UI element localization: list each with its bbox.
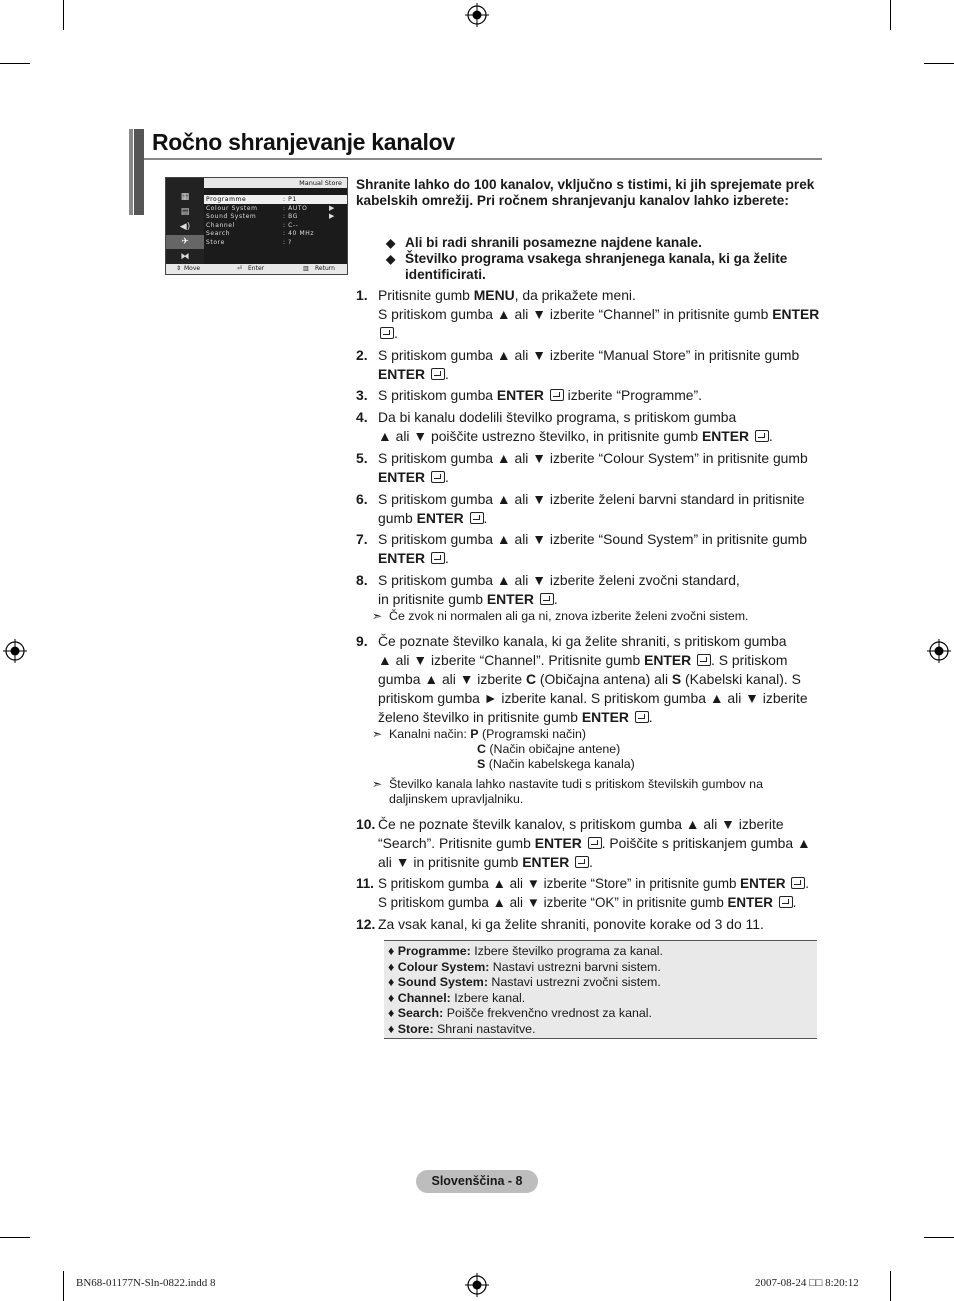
crop-mark bbox=[890, 0, 891, 30]
bullet-text: Številko programa vsakega shranjenega kanala, ki ga želite identificirati. bbox=[405, 251, 788, 282]
step-text: S pritiskom gumba ▲ ali ▼ izberite želeni barvni standard in pritisnite gumb ENTER . bbox=[378, 491, 805, 526]
enter-icon bbox=[550, 389, 564, 401]
osd-menu-screenshot bbox=[165, 177, 348, 275]
crop-mark bbox=[63, 0, 64, 30]
enter-icon bbox=[575, 856, 589, 868]
bullet-text: Ali bi radi shranili posamezne najdene kanale. bbox=[405, 235, 702, 250]
footer-file: BN68-01177N-Sln-0822.indd 8 bbox=[76, 1277, 216, 1289]
summary-item: ♦ Store: Shrani nastavitve. bbox=[388, 1021, 536, 1036]
page-title: Ročno shranjevanje kanalov bbox=[152, 129, 455, 155]
osd-row-arrow: ▶ bbox=[329, 203, 335, 212]
enter-icon bbox=[431, 368, 445, 380]
enter-icon bbox=[380, 327, 394, 339]
title-accent-bar bbox=[134, 129, 144, 215]
registration-mark-icon bbox=[927, 639, 951, 663]
enter-icon: ⏎ bbox=[237, 265, 243, 272]
step-number: 8. bbox=[356, 572, 368, 588]
summary-item: ♦ Programme: Izbere številko programa za kanal. bbox=[388, 944, 663, 958]
step-text: Če poznate številko kanala, ki ga želite shraniti, s pritiskom gumba ▲ ali ▼ izberite “Channel”. Pritisnite gumb ENTER . S pritiskom gumba ▲ ali ▼ izberite C (Običajna antena) ali S (Kabelski kanal). S pritiskom gumba ► izberite kanal. S pritiskom gumba ▲ ali ▼ izberite želeno številko in pritisnite gumb ENTER . bbox=[378, 633, 808, 725]
step-number: 1. bbox=[356, 287, 368, 303]
osd-row-key: Store bbox=[206, 238, 225, 246]
return-icon: ▥ bbox=[303, 265, 309, 272]
step-text: S pritiskom gumba ▲ ali ▼ izberite “Store” in pritisnite gumb ENTER . S pritiskom gumba ▲ ali ▼ izberite “OK” in pritisnite gumb ENTER . bbox=[378, 876, 810, 910]
step-text: S pritiskom gumba ▲ ali ▼ izberite želeni zvočni standard, in pritisnite gumb ENTER . bbox=[378, 572, 740, 607]
enter-icon bbox=[470, 512, 484, 524]
step-number: 2. bbox=[356, 347, 368, 363]
summary-desc: Shrani nastavitve. bbox=[437, 1021, 536, 1036]
step-text: Da bi kanalu dodelili številko programa, s pritiskom gumba ▲ ali ▼ poiščite ustrezno številko, in pritisnite gumb ENTER . bbox=[378, 409, 773, 444]
registration-mark-icon bbox=[465, 3, 489, 27]
note-arrow-icon: ➣ bbox=[372, 609, 383, 623]
osd-footer bbox=[166, 264, 347, 274]
osd-sidebar bbox=[166, 178, 204, 264]
osd-row-key: Colour System bbox=[206, 204, 258, 212]
osd-footer-return: Return bbox=[315, 265, 335, 272]
title-bar bbox=[129, 129, 822, 161]
step-number: 5. bbox=[356, 450, 368, 466]
osd-row-value: : P1 bbox=[283, 196, 297, 203]
osd-row-key: Sound System bbox=[206, 213, 257, 220]
step-text: S pritiskom gumba ENTER izberite “Programme”. bbox=[378, 387, 702, 403]
osd-header: Manual Store bbox=[204, 178, 347, 188]
picture-icon: ▦ bbox=[180, 192, 190, 202]
osd-row-key: Search bbox=[206, 230, 231, 237]
summary-desc: Poišče frekvenčno vrednost za kanal. bbox=[446, 1006, 652, 1021]
osd-row-value: : BG bbox=[283, 213, 298, 220]
enter-icon bbox=[697, 654, 711, 666]
summary-item: ♦ Sound System: Nastavi ustrezni zvočni sistem. bbox=[388, 975, 661, 990]
osd-footer-move: Move bbox=[184, 265, 201, 272]
summary-desc: Nastavi ustrezni zvočni sistem. bbox=[491, 975, 661, 990]
step-number: 7. bbox=[356, 531, 368, 547]
step-number: 9. bbox=[356, 633, 368, 649]
enter-icon bbox=[791, 877, 805, 889]
note-text: Številko kanala lahko nastavite tudi s pritiskom številskih gumbov na daljinskem upravljalniku. bbox=[389, 777, 763, 806]
step-number: 12. bbox=[356, 916, 376, 932]
summary-term: Channel: bbox=[397, 990, 451, 1005]
bullet-list bbox=[386, 235, 822, 283]
crop-mark bbox=[0, 1237, 30, 1238]
step-number: 6. bbox=[356, 491, 368, 507]
diamond-icon: ◆ bbox=[386, 252, 396, 266]
osd-row-value: : 40 MHz bbox=[283, 230, 315, 237]
crop-mark bbox=[0, 63, 30, 64]
note-text: Če zvok ni normalen ali ga ni, znova izberite želeni zvočni sistem. bbox=[389, 609, 749, 623]
osd-row-value: : AUTO bbox=[283, 204, 308, 212]
title-accent-bar bbox=[129, 129, 133, 215]
step-text: S pritiskom gumba ▲ ali ▼ izberite “Manual Store” in pritisnite gumb ENTER . bbox=[378, 347, 800, 382]
move-icon: ⇕ bbox=[176, 265, 182, 272]
step-text: S pritiskom gumba ▲ ali ▼ izberite “Sound System” in pritisnite gumb ENTER . bbox=[378, 531, 807, 566]
page-number-badge: Slovenščina - 8 bbox=[416, 1170, 538, 1193]
summary-item: ♦ Channel: Izbere kanal. bbox=[388, 990, 526, 1005]
enter-icon bbox=[635, 711, 649, 723]
registration-mark-icon bbox=[3, 639, 27, 663]
summary-term: Store: bbox=[397, 1021, 434, 1036]
step-number: 11. bbox=[356, 876, 374, 891]
summary-desc: Izbere kanal. bbox=[454, 990, 526, 1005]
enter-icon bbox=[755, 430, 769, 442]
step-number: 4. bbox=[356, 409, 368, 425]
step-text: S pritiskom gumba ▲ ali ▼ izberite “Colour System” in pritisnite gumb ENTER . bbox=[378, 450, 808, 485]
crop-mark bbox=[924, 63, 954, 64]
crop-mark bbox=[924, 1237, 954, 1238]
osd-row-key: Programme bbox=[206, 196, 247, 203]
note-text: Kanalni način: P (Programski način) C (Način običajne antene) S (Način kabelskega kanala) bbox=[389, 727, 635, 771]
summary-term: Programme: bbox=[397, 944, 471, 958]
title-underline bbox=[144, 158, 822, 160]
intro-text: Shranite lahko do 100 kanalov, vključno s tistimi, ki jih sprejemate prek kabelskih omrežij. Pri ročnem shranjevanju kanalov lahko izberete: bbox=[356, 177, 815, 208]
osd-row-value: : ? bbox=[283, 238, 292, 246]
enter-icon bbox=[779, 896, 793, 908]
osd-row-key: Channel bbox=[206, 221, 235, 229]
crop-mark bbox=[890, 1271, 891, 1301]
footer-date: 2007-08-24 □□ 8:20:12 bbox=[755, 1277, 859, 1289]
summary-desc: Izbere številko programa za kanal. bbox=[474, 944, 663, 958]
diamond-icon: ◆ bbox=[386, 236, 396, 250]
sound-icon: ◀) bbox=[179, 222, 191, 232]
summary-box bbox=[384, 940, 817, 1039]
input-icon: ⧓ bbox=[180, 252, 190, 262]
note-arrow-icon: ➣ bbox=[372, 727, 383, 741]
crop-mark bbox=[63, 1271, 64, 1301]
step-text: Če ne poznate številk kanalov, s pritiskom gumba ▲ ali ▼ izberite “Search”. Pritisnite gumb ENTER . Poiščite s pritiskanjem gumba ▲ ali ▼ in pritisnite gumb ENTER . bbox=[378, 816, 811, 870]
bullet-item bbox=[386, 235, 822, 251]
channel-icon: ✈ bbox=[166, 235, 204, 249]
step-number: 3. bbox=[356, 387, 368, 403]
summary-desc: Nastavi ustrezni barvni sistem. bbox=[492, 959, 661, 974]
osd-row-store bbox=[204, 238, 347, 247]
setup-icon: ▤ bbox=[180, 207, 190, 217]
summary-term: Search: bbox=[397, 1006, 444, 1021]
summary-term: Sound System: bbox=[397, 975, 488, 990]
enter-icon bbox=[431, 471, 445, 483]
enter-icon bbox=[588, 837, 602, 849]
enter-icon bbox=[431, 552, 445, 564]
registration-mark-icon bbox=[465, 1273, 489, 1297]
enter-icon bbox=[540, 593, 554, 605]
osd-footer-enter: Enter bbox=[248, 265, 265, 272]
step-text: Pritisnite gumb MENU, da prikažete meni. S pritiskom gumba ▲ ali ▼ izberite “Channel” in pritisnite gumb ENTER . bbox=[378, 287, 820, 341]
summary-item: ♦ Colour System: Nastavi ustrezni barvni sistem. bbox=[388, 959, 661, 974]
summary-term: Colour System: bbox=[397, 959, 490, 974]
osd-row-arrow: ▶ bbox=[329, 212, 335, 220]
note-arrow-icon: ➣ bbox=[372, 777, 383, 791]
osd-row-value: : C-- bbox=[283, 221, 299, 229]
osd-rows bbox=[204, 188, 347, 264]
step-text: Za vsak kanal, ki ga želite shraniti, ponovite korake od 3 do 11. bbox=[378, 916, 764, 932]
summary-item: ♦ Search: Poišče frekvenčno vrednost za kanal. bbox=[388, 1006, 652, 1021]
bullet-item bbox=[386, 251, 822, 283]
step-number: 10. bbox=[356, 816, 376, 832]
